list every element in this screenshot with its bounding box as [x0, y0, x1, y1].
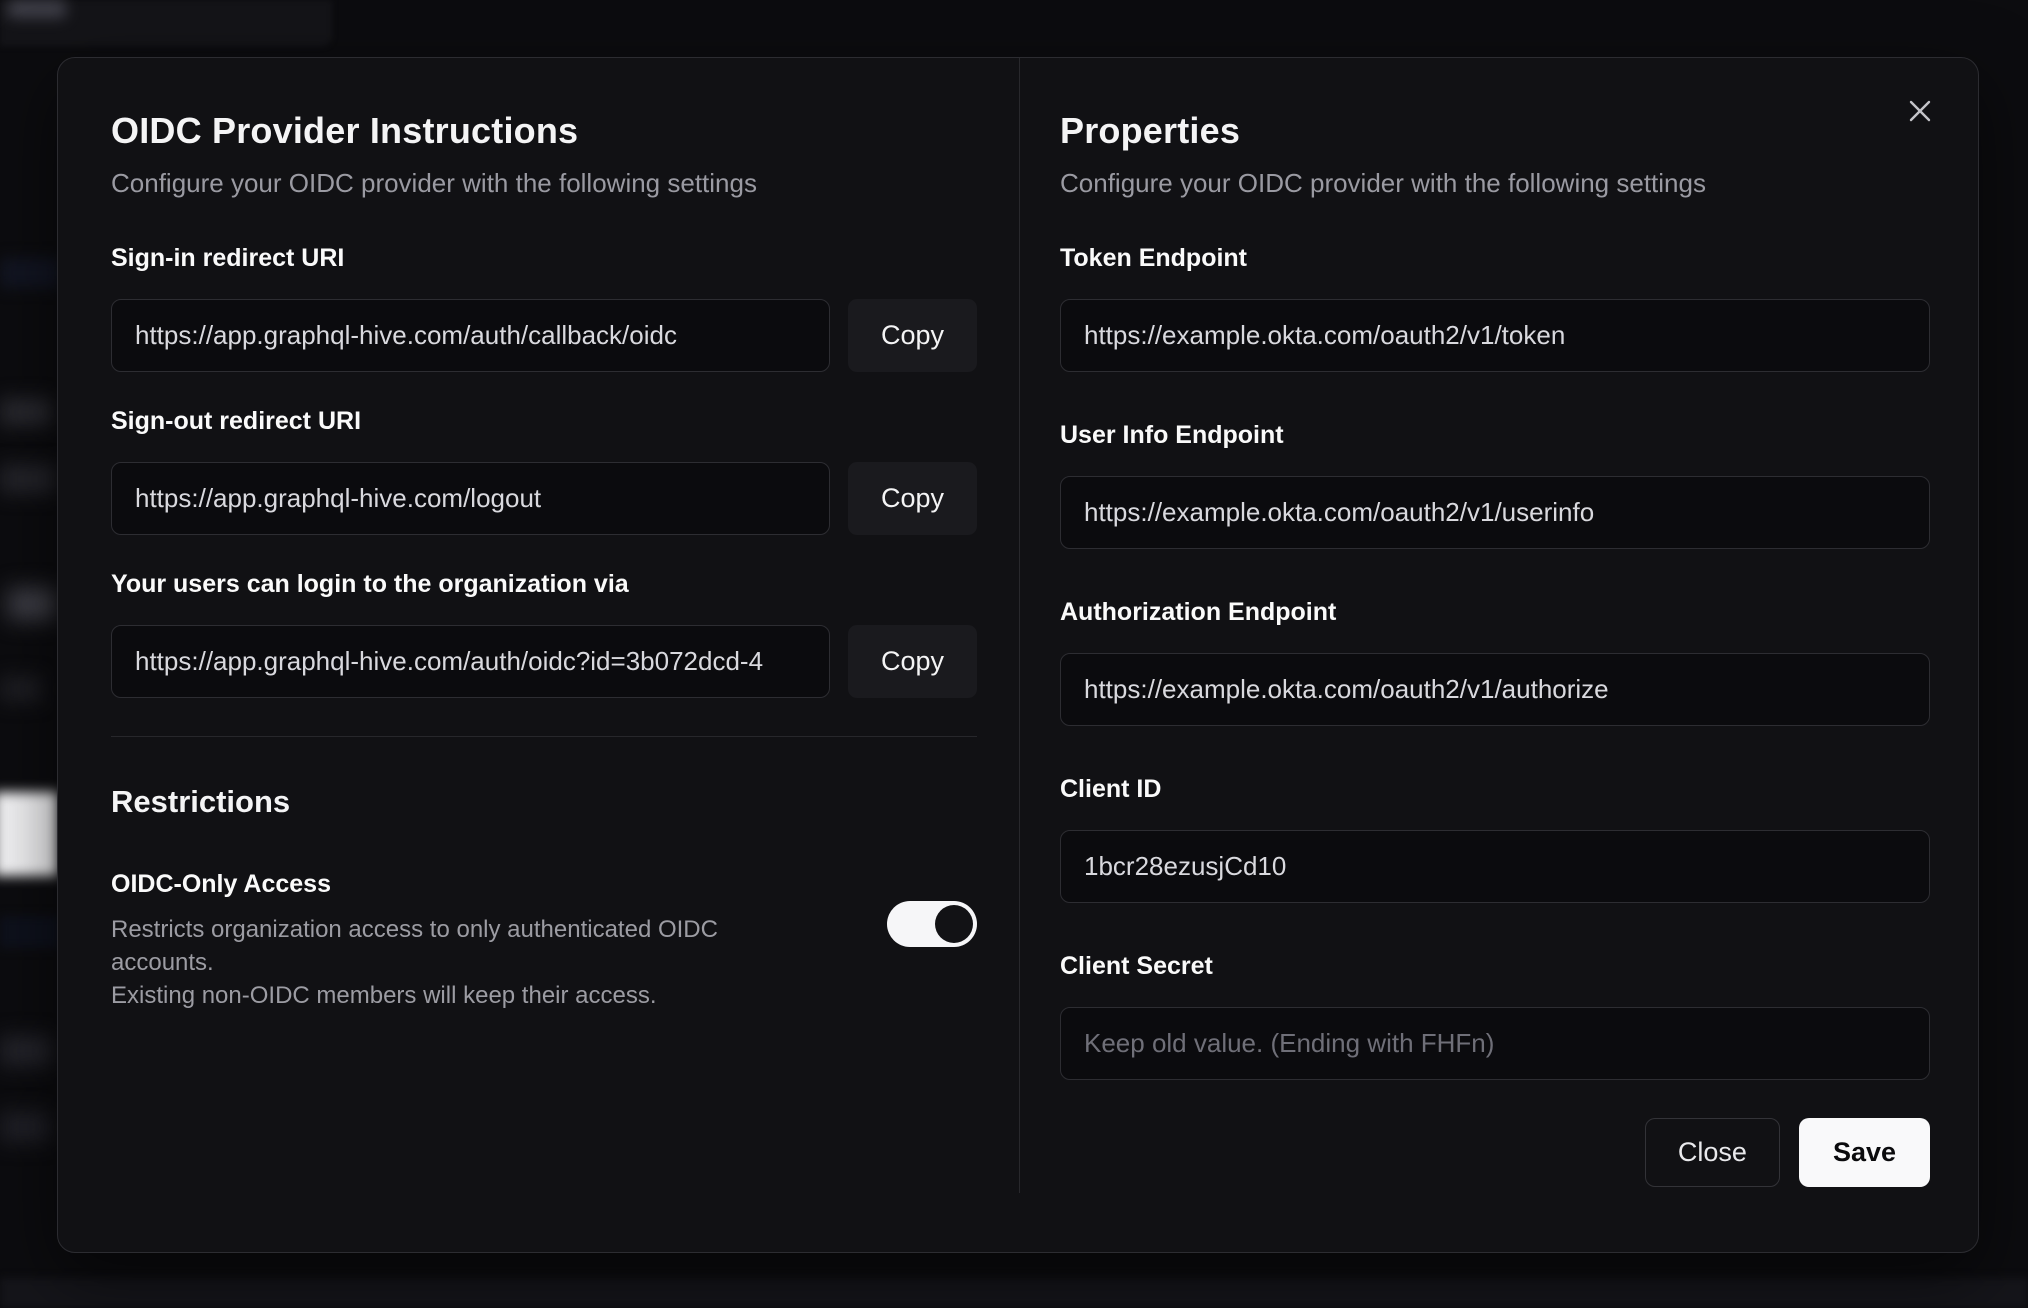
oidc-only-access-description-line1: Restricts organization access to only authenticated OIDC accounts.: [111, 916, 718, 976]
close-modal-button[interactable]: Close: [1645, 1118, 1780, 1187]
signout-redirect-field: [111, 406, 977, 535]
properties-panel: [1019, 58, 1978, 1252]
signout-redirect-uri-input[interactable]: [111, 462, 830, 535]
instructions-title: OIDC Provider Instructions: [111, 110, 579, 151]
background-fragment: [0, 1278, 2028, 1308]
oidc-only-access-text: [111, 869, 811, 1012]
authorization-endpoint-field: [1060, 597, 1930, 726]
token-endpoint-input[interactable]: [1060, 299, 1930, 372]
token-endpoint-field: [1060, 243, 1930, 372]
background-fragment: [0, 464, 56, 494]
client-id-label: Client ID: [1060, 775, 1162, 803]
properties-subtitle: Configure your OIDC provider with the following settings: [1060, 168, 1706, 198]
oidc-settings-modal: [57, 57, 1979, 1253]
background-fragment: [8, 588, 56, 620]
client-secret-input[interactable]: [1060, 1007, 1930, 1080]
background-fragment: [0, 1036, 52, 1066]
login-url-input[interactable]: [111, 625, 830, 698]
signout-redirect-uri-label: Sign-out redirect URI: [111, 407, 362, 435]
token-endpoint-label: Token Endpoint: [1060, 244, 1248, 272]
toggle-knob-icon: [935, 905, 973, 943]
signin-redirect-uri-input[interactable]: [111, 299, 830, 372]
signin-redirect-field: [111, 243, 977, 372]
userinfo-endpoint-label: User Info Endpoint: [1060, 421, 1284, 449]
client-id-input[interactable]: [1060, 830, 1930, 903]
background-fragment: [0, 676, 42, 702]
properties-title: Properties: [1060, 110, 1241, 151]
instructions-panel: [58, 58, 1019, 1252]
modal-footer: [1060, 1118, 1930, 1187]
restrictions-title: Restrictions: [111, 784, 291, 819]
authorization-endpoint-label: Authorization Endpoint: [1060, 598, 1337, 626]
authorization-endpoint-input[interactable]: [1060, 653, 1930, 726]
login-url-field: [111, 569, 977, 698]
oidc-only-access-label: OIDC-Only Access: [111, 870, 331, 898]
oidc-only-access-row: [111, 869, 977, 1012]
copy-signout-uri-button[interactable]: Copy: [848, 462, 977, 535]
instructions-subtitle: Configure your OIDC provider with the following settings: [111, 168, 757, 198]
userinfo-endpoint-field: [1060, 420, 1930, 549]
background-topbar-fragment: [0, 0, 332, 46]
background-button-fragment: [0, 792, 58, 876]
copy-login-url-button[interactable]: Copy: [848, 625, 977, 698]
login-url-label: Your users can login to the organization via: [111, 570, 629, 598]
client-id-field: [1060, 774, 1930, 903]
background-fragment: [0, 1112, 50, 1142]
userinfo-endpoint-input[interactable]: [1060, 476, 1930, 549]
oidc-only-access-description-line2: Existing non-OIDC members will keep their access.: [111, 982, 657, 1009]
client-secret-field: [1060, 951, 1930, 1080]
background-fragment: [0, 916, 60, 948]
background-fragment: [0, 258, 60, 288]
background-logo-fragment: [8, 0, 66, 18]
background-fragment: [0, 398, 52, 426]
column-divider: [1019, 58, 1020, 1193]
save-button[interactable]: Save: [1799, 1118, 1930, 1187]
section-divider: [111, 736, 977, 737]
oidc-only-toggle[interactable]: [887, 901, 977, 947]
copy-signin-uri-button[interactable]: Copy: [848, 299, 977, 372]
signin-redirect-uri-label: Sign-in redirect URI: [111, 244, 345, 272]
client-secret-label: Client Secret: [1060, 952, 1213, 980]
